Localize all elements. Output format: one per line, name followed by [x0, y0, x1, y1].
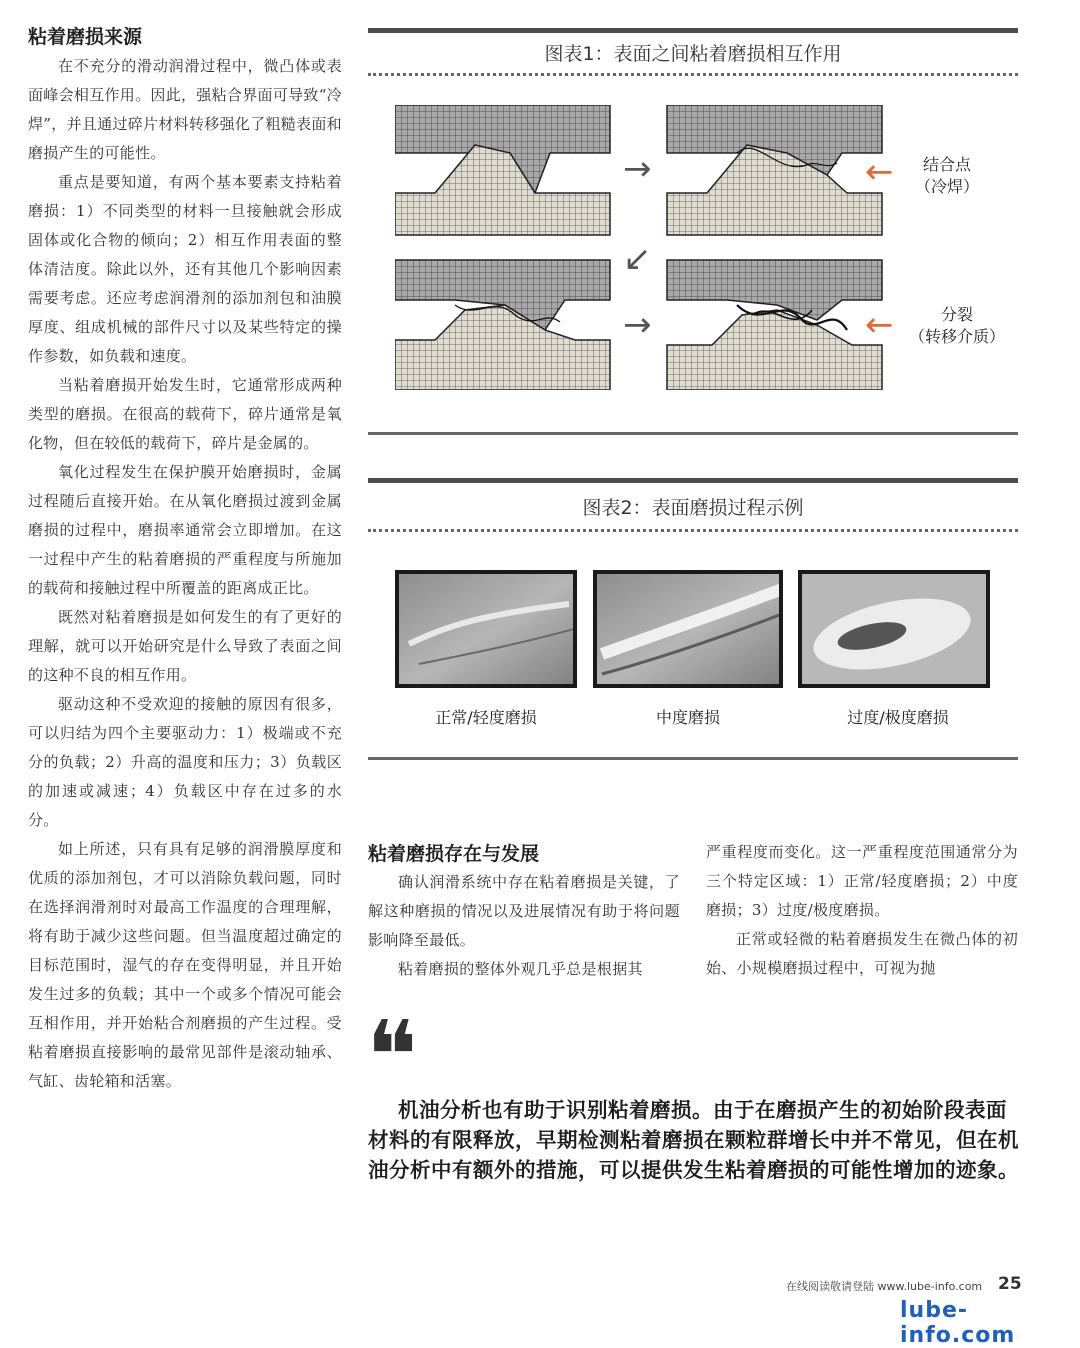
- paragraph: 正常或轻微的粘着磨损发生在微凸体的初始、小规模磨损过程中，可视为抛: [706, 930, 1018, 977]
- pull-quote: 机油分析也有助于识别粘着磨损。由于在磨损产生的初始阶段表面材料的有限释放，早期检测粘着磨损在颗粒群增长中并不常见，但在机油分析中有额外的措施，可以提供发生粘着磨损的可能性增加的迹象。: [368, 1098, 1019, 1182]
- paragraph: 当粘着磨损开始发生时，它通常形成两种类型的磨损。在很高的载荷下，碎片通常是氧化物，但在较低的载荷下，碎片是金属的。: [28, 376, 342, 452]
- annotation-split: [902, 304, 1012, 348]
- wear-photo-moderate: [593, 570, 783, 688]
- paragraph: 既然对粘着磨损是如何发生的有了更好的理解，就可以开始研究是什么导致了表面之间的这种不良的相互作用。: [28, 608, 342, 684]
- caption-moderate: 中度磨损: [655, 708, 720, 727]
- figure-bottom-rule: [368, 757, 1018, 760]
- annotation-sublabel: （冷焊）: [914, 177, 979, 196]
- figure-title: 图表1：表面之间粘着磨损相互作用: [544, 43, 842, 65]
- dotted-divider: [368, 73, 1018, 76]
- panel-fracture: [667, 260, 882, 390]
- right-col-1: [368, 840, 680, 984]
- panel-initial-contact: [395, 105, 610, 235]
- arrow-orange-bottom: ←: [865, 305, 894, 345]
- caption-mild: 正常/轻度磨损: [435, 708, 537, 727]
- paragraph: 严重程度而变化。这一严重程度范围通常分为三个特定区域：1）正常/轻度磨损；2）中度磨损；3）过度/极度磨损。: [706, 843, 1018, 919]
- paragraph: 氧化过程发生在保护膜开始磨损时，金属过程随后直接开始。在从氧化磨损过渡到金属磨损的过程中，磨损率通常会立即增加。在这一过程中产生的粘着磨损的严重程度与所施加的载荷和接触过程中所覆盖的距离成正比。: [28, 463, 342, 597]
- annotation-label: 分裂: [940, 305, 973, 324]
- paragraph: 粘着磨损的整体外观几乎总是根据其: [398, 960, 643, 978]
- arrow-right-top: →: [623, 149, 652, 189]
- quote-icon: ❝: [366, 1000, 418, 1112]
- paragraph: 如上所述，只有具有足够的润滑膜厚度和优质的添加剂包，才可以消除负载问题，同时在选择润滑剂时对最高工作温度的合理理解，将有助于减少这些问题。但当温度超过确定的目标范围时，湿气的存在变得明显，并且开始发生过多的负载；其中一个或多个情况可能会互相作用，并开始粘合剂磨损的产生过程。受粘着磨损直接影响的最常见部件是滚动轴承、气缸、齿轮箱和活塞。: [28, 840, 342, 1090]
- left-column: [28, 22, 342, 1096]
- arrow-orange-top: ←: [865, 152, 894, 192]
- caption-severe: 过度/极度磨损: [847, 708, 949, 727]
- paragraph: 重点是要知道，有两个基本要素支持粘着磨损：1）不同类型的材料一旦接触就会形成固体或化合物的倾向；2）相互作用表面的整体清洁度。除此以外，还有其他几个影响因素需要考虑。还应考虑润滑剂的添加剂包和油膜厚度、组成机械的部件尺寸以及某些特定的操作参数，如负载和速度。: [28, 173, 342, 365]
- figure-bottom-rule: [368, 432, 1018, 435]
- section-heading: 粘着磨损来源: [28, 26, 143, 48]
- paragraph: 确认润滑系统中存在粘着磨损是关键，了解这种磨损的情况以及进展情况有助于将问题影响降至最低。: [368, 873, 680, 949]
- footer-text: 在线阅读敬请登陆 www.lube-info.com: [786, 1280, 983, 1293]
- figure-top-rule: [368, 478, 1018, 483]
- dotted-divider: [368, 529, 1018, 532]
- right-col-2: [706, 838, 1018, 983]
- figure-1: [368, 28, 1018, 76]
- figure-top-rule: [368, 28, 1018, 33]
- panel-deformation: [395, 260, 610, 390]
- arrow-diagonal: ↙: [623, 239, 652, 279]
- panel-cold-weld: [667, 105, 882, 235]
- brand-watermark: lube-info.com: [900, 1298, 1016, 1348]
- arrow-right-bottom: →: [623, 305, 652, 345]
- annotation-sublabel: （转移介质）: [908, 327, 1005, 346]
- paragraph: 驱动这种不受欢迎的接触的原因有很多，可以归结为四个主要驱动力：1）极端或不充分的负载；2）升高的温度和压力；3）负载区的加速或减速；4）负载区中存在过多的水分。: [28, 695, 342, 829]
- annotation-junction: [902, 154, 992, 198]
- figure-2: [368, 478, 1018, 532]
- page-number: 25: [998, 1274, 1022, 1294]
- wear-photo-severe: [798, 570, 990, 688]
- section-heading: 粘着磨损存在与发展: [368, 843, 540, 865]
- wear-photo-mild: [395, 570, 577, 688]
- figure-title: 图表2：表面磨损过程示例: [582, 497, 804, 519]
- paragraph: 在不充分的滑动润滑过程中，微凸体或表面峰会相互作用。因此，强粘合界面可导致“冷焊”，并且通过碎片材料转移强化了粗糙表面和磨损产生的可能性。: [28, 57, 342, 162]
- annotation-label: 结合点: [922, 155, 971, 174]
